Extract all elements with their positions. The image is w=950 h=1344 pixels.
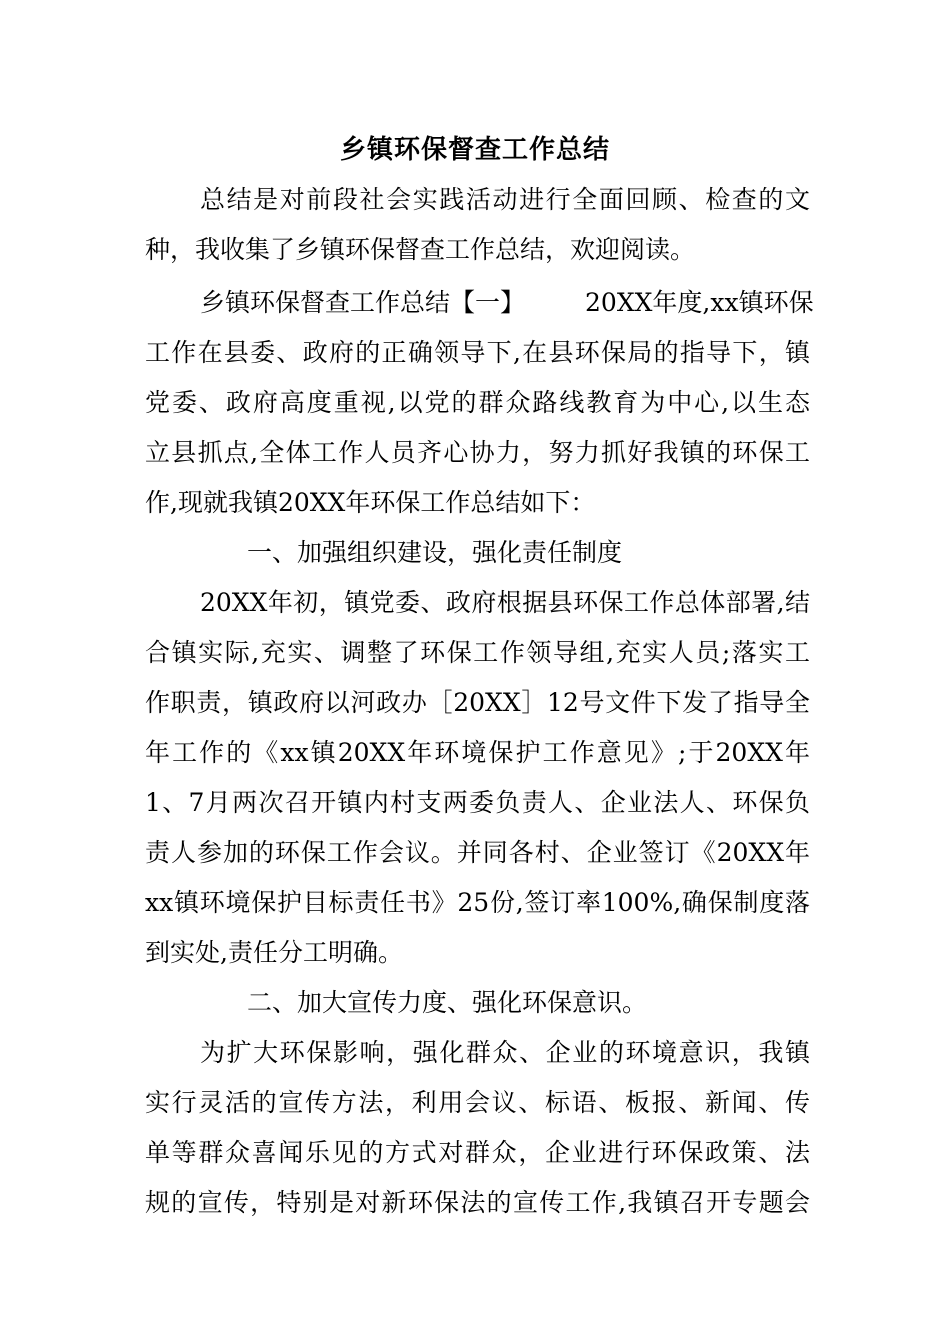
section-heading: 二、加大宣传力度、强化环保意识。 — [247, 988, 648, 1017]
paragraph-line: 责人参加的环保工作会议。并同各村、企业签订《20XX年 — [145, 838, 810, 867]
paragraph-line: 种，我收集了乡镇环保督查工作总结，欢迎阅读。 — [145, 235, 696, 264]
paragraph-line: xx镇环境保护目标责任书》25份,签订率100%,确保制度落 — [145, 888, 810, 917]
document-title: 乡镇环保督查工作总结 — [339, 135, 610, 165]
section-heading: 乡镇环保督查工作总结【一】 — [200, 288, 526, 317]
section-heading: 一、加强组织建设，强化责任制度 — [247, 538, 623, 567]
paragraph-line: 总结是对前段社会实践活动进行全面回顾、检查的文 — [200, 185, 810, 214]
paragraph-line: 年工作的《xx镇20XX年环境保护工作意见》;于20XX年 — [145, 738, 810, 767]
paragraph-line: 规的宣传，特别是对新环保法的宣传工作,我镇召开专题会 — [145, 1188, 810, 1217]
paragraph-line: 立县抓点,全体工作人员齐心协力，努力抓好我镇的环保工 — [145, 438, 810, 467]
paragraph-line — [200, 283, 814, 323]
paragraph-line: 实行灵活的宣传方法，利用会议、标语、板报、新闻、传 — [145, 1088, 810, 1117]
paragraph-line: 合镇实际,充实、调整了环保工作领导组,充实人员;落实工 — [145, 638, 810, 667]
paragraph-line: 工作在县委、政府的正确领导下,在县环保局的指导下，镇 — [145, 338, 810, 367]
paragraph-line: 到实处,责任分工明确。 — [145, 938, 403, 967]
paragraph-line: 作职责，镇政府以河政办［20XX］12号文件下发了指导全 — [145, 688, 810, 717]
paragraph-line: 20XX年度,xx镇环保 — [585, 288, 814, 317]
paragraph-line: 20XX年初，镇党委、政府根据县环保工作总体部署,结 — [200, 588, 810, 617]
paragraph-line: 1、7月两次召开镇内村支两委负责人、企业法人、环保负 — [145, 788, 810, 817]
paragraph-line: 单等群众喜闻乐见的方式对群众，企业进行环保政策、法 — [145, 1138, 810, 1167]
paragraph-line: 作,现就我镇20XX年环保工作总结如下： — [145, 488, 596, 517]
paragraph-line: 党委、政府高度重视,以党的群众路线教育为中心,以生态 — [145, 388, 810, 417]
paragraph-line: 为扩大环保影响，强化群众、企业的环境意识，我镇 — [200, 1038, 810, 1067]
